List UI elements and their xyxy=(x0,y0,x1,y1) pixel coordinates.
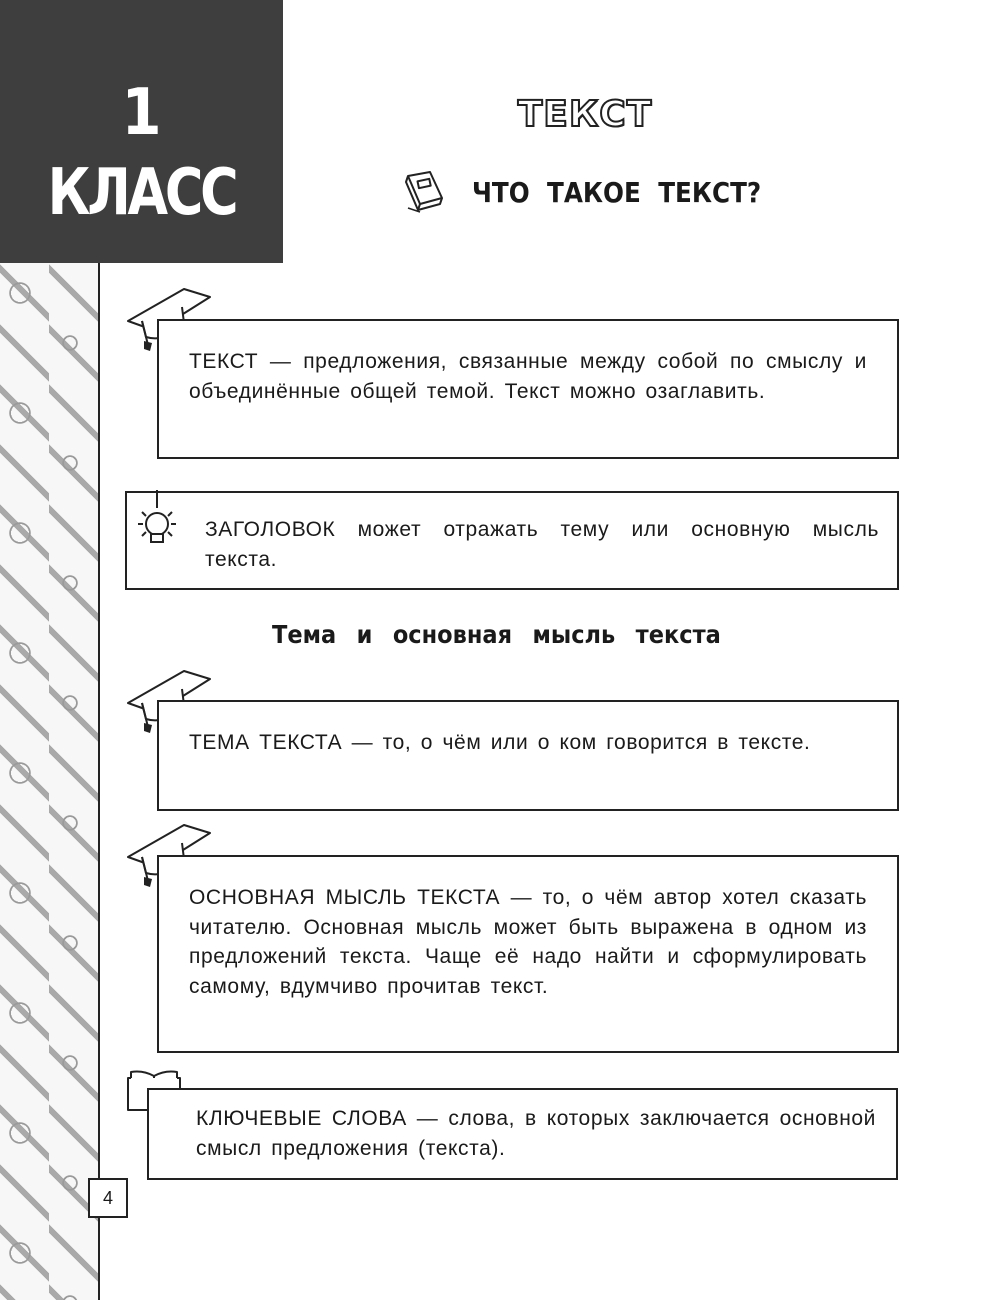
keywords-definition: КЛЮЧЕВЫЕ СЛОВА — слова, в которых заключается основной смысл предложения (текста). xyxy=(196,1107,876,1160)
section-title: ТЕКСТ xyxy=(517,94,653,135)
question-text: ЧТО ТАКОЕ ТЕКСТ? xyxy=(472,176,762,209)
topic-definition-box xyxy=(157,700,899,811)
doodle-decoration-strip xyxy=(0,263,100,1300)
topic-definition: ТЕМА ТЕКСТА — то, о чём или о ком говорится в тексте. xyxy=(189,731,811,754)
main-idea-definition: ОСНОВНАЯ МЫСЛЬ ТЕКСТА — то, о чём автор хотел сказать читателю. Основная мысль может быть выражена в одном из предложений текста. Чаще её надо найти и сформулировать самому, вдумчиво прочитав текст. xyxy=(189,886,867,998)
heading-note: ЗАГОЛОВОК может отражать тему или основную мысль текста. xyxy=(205,518,879,571)
heading-note-box xyxy=(125,491,899,590)
text-definition: ТЕКСТ — предложения, связанные между собой по смыслу и объединённые общей темой. Текст можно озаглавить. xyxy=(189,350,867,403)
book-icon xyxy=(400,168,448,218)
keywords-definition-box xyxy=(147,1088,898,1180)
main-idea-definition-box xyxy=(157,855,899,1053)
page-number: 4 xyxy=(88,1178,128,1218)
grade-label: КЛАСС xyxy=(47,156,236,230)
lightbulb-icon xyxy=(134,490,180,554)
text-definition-box xyxy=(157,319,899,459)
grade-number: 1 xyxy=(121,76,162,150)
grade-block xyxy=(0,0,283,263)
subheading: Тема и основная мысль текста xyxy=(272,620,721,649)
